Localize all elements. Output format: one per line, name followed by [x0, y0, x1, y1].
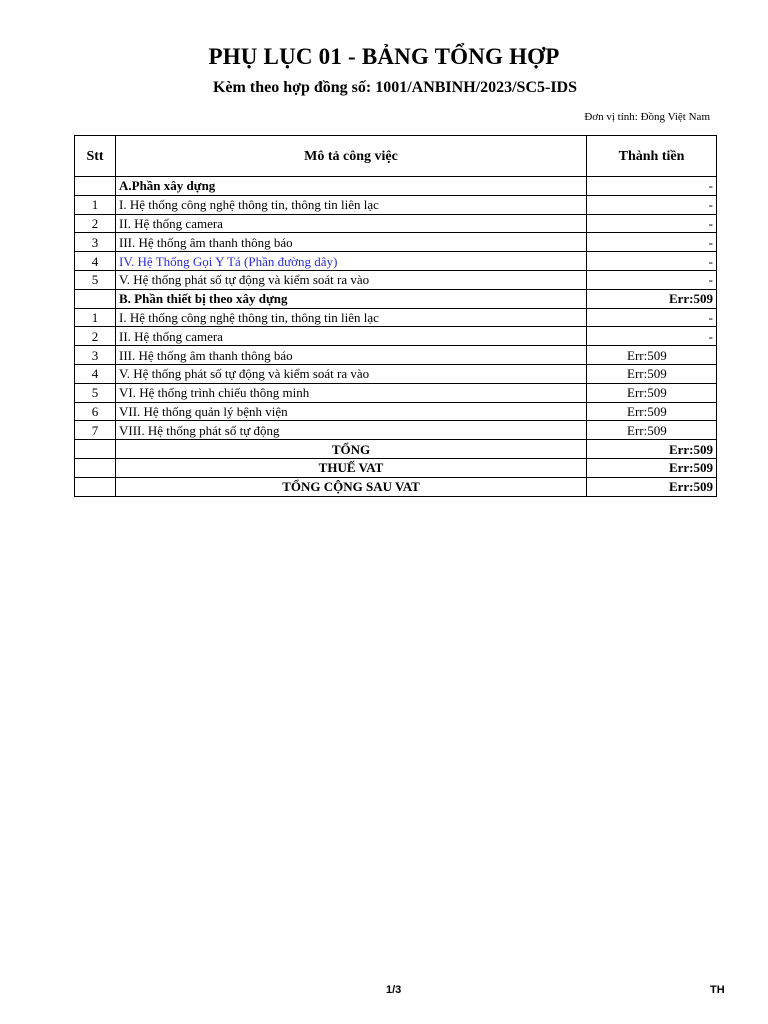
table-row	[75, 308, 717, 327]
row-description-highlighted: IV. Hệ Thống Gọi Y Tá (Phần đường dây)	[116, 252, 587, 271]
row-stt: 4	[75, 364, 116, 383]
table-cell	[75, 458, 116, 477]
row-description: I. Hệ thống công nghệ thông tin, thông tin liên lạc	[116, 195, 587, 214]
row-amount: Err:509	[587, 402, 717, 421]
table-row	[75, 270, 717, 289]
row-amount: Err:509	[587, 383, 717, 402]
document-title: PHỤ LỤC 01 - BẢNG TỔNG HỢP	[208, 44, 560, 69]
row-amount: -	[587, 252, 717, 271]
table-header-row	[75, 136, 717, 177]
row-description: VI. Hệ thống trình chiếu thông minh	[116, 383, 587, 402]
row-description: I. Hệ thống công nghệ thông tin, thông tin liên lạc	[116, 308, 587, 327]
row-amount: -	[587, 195, 717, 214]
row-amount: -	[587, 214, 717, 233]
row-stt: 5	[75, 383, 116, 402]
table-row	[75, 364, 717, 383]
row-description: II. Hệ thống camera	[116, 214, 587, 233]
grand-total-amount: Err:509	[587, 477, 717, 496]
row-stt: 1	[75, 308, 116, 327]
section-b-amount: Err:509	[587, 289, 717, 308]
page-number: 1/3	[386, 984, 402, 996]
row-stt: 2	[75, 214, 116, 233]
table-cell	[75, 177, 116, 196]
row-stt: 2	[75, 327, 116, 346]
row-description: III. Hệ thống âm thanh thông báo	[116, 233, 587, 252]
table-row	[75, 195, 717, 214]
table-row	[75, 252, 717, 271]
vat-label: THUẾ VAT	[116, 458, 587, 477]
table-cell	[75, 440, 116, 459]
row-stt: 4	[75, 252, 116, 271]
vat-amount: Err:509	[587, 458, 717, 477]
row-amount: Err:509	[587, 421, 717, 440]
row-amount: -	[587, 308, 717, 327]
table-cell	[75, 289, 116, 308]
row-stt: 1	[75, 195, 116, 214]
vat-row	[75, 458, 717, 477]
table-row	[75, 233, 717, 252]
row-description: V. Hệ thống phát số tự động và kiểm soát ra vào	[116, 270, 587, 289]
contract-subtitle: Kèm theo hợp đồng số: 1001/ANBINH/2023/SC5-IDS	[212, 79, 577, 96]
header-amount: Thành tiền	[587, 136, 717, 177]
header-stt: Stt	[75, 136, 116, 177]
row-description: II. Hệ thống camera	[116, 327, 587, 346]
header-description: Mô tả công việc	[116, 136, 587, 177]
row-amount: -	[587, 270, 717, 289]
table-row	[75, 402, 717, 421]
row-description: VIII. Hệ thống phát số tự động	[116, 421, 587, 440]
section-b-row	[75, 289, 717, 308]
footer-initials: TH	[710, 984, 725, 996]
section-a-row	[75, 177, 717, 196]
table-row	[75, 421, 717, 440]
row-stt: 3	[75, 346, 116, 365]
table-cell	[75, 477, 116, 496]
table-row	[75, 214, 717, 233]
row-amount: Err:509	[587, 364, 717, 383]
total-amount: Err:509	[587, 440, 717, 459]
section-a-label: A.Phần xây dựng	[116, 177, 587, 196]
grand-total-label: TỔNG CỘNG SAU VAT	[116, 477, 587, 496]
row-description: III. Hệ thống âm thanh thông báo	[116, 346, 587, 365]
grand-total-row	[75, 477, 717, 496]
row-amount: Err:509	[587, 346, 717, 365]
row-amount: -	[587, 327, 717, 346]
total-row	[75, 440, 717, 459]
table-row	[75, 327, 717, 346]
section-b-label: B. Phần thiết bị theo xây dựng	[116, 289, 587, 308]
currency-unit-note: Đơn vị tính: Đồng Việt Nam	[584, 111, 710, 123]
table-row	[75, 346, 717, 365]
table-row	[75, 383, 717, 402]
summary-table	[74, 135, 717, 497]
row-description: V. Hệ thống phát số tự động và kiểm soát ra vào	[116, 364, 587, 383]
row-amount: -	[587, 233, 717, 252]
row-stt: 5	[75, 270, 116, 289]
row-stt: 6	[75, 402, 116, 421]
row-description: VII. Hệ thống quản lý bệnh viện	[116, 402, 587, 421]
row-stt: 3	[75, 233, 116, 252]
row-stt: 7	[75, 421, 116, 440]
section-a-amount: -	[587, 177, 717, 196]
total-label: TỔNG	[116, 440, 587, 459]
